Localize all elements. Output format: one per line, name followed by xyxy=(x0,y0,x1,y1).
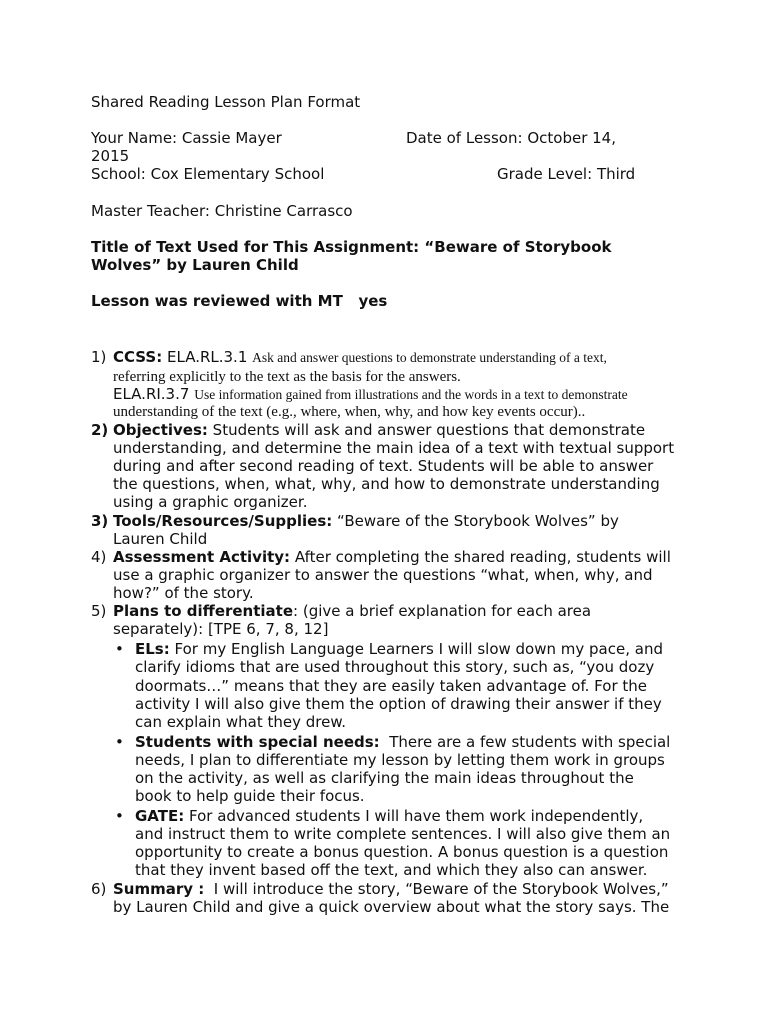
tools-text: “Beware of the Storybook Wolves” by xyxy=(337,512,619,530)
summary-text: by Lauren Child and give a quick overview about what the story says. The xyxy=(113,898,670,916)
special-needs-text: There are a few students with special xyxy=(379,733,671,751)
standard-text: referring explicitly to the text as the basis for the answers. xyxy=(113,369,461,385)
bullet-icon: • xyxy=(115,807,124,825)
item-number: 5) xyxy=(91,602,107,620)
objectives-line-1 xyxy=(113,421,645,439)
school-line xyxy=(91,165,324,183)
master-teacher-value: Christine Carrasco xyxy=(214,202,353,220)
els-text: doormats…” means that they are easily taken advantage of. For the xyxy=(135,677,648,695)
grade-value: Third xyxy=(596,165,636,183)
differentiate-heading: Plans to differentiate xyxy=(113,602,294,620)
date-label: Date of Lesson: xyxy=(406,129,523,147)
standard-text: understanding of the text (e.g., where, when, why, and how key events occur).. xyxy=(113,404,586,420)
els-line-1 xyxy=(135,640,663,658)
ccss-line-1 xyxy=(113,348,607,367)
name-value: Cassie Mayer xyxy=(181,129,282,147)
tools-heading: Tools/Resources/Supplies: xyxy=(113,512,333,530)
item-number: 1) xyxy=(91,348,107,366)
gate-text: opportunity to create a bonus question. A bonus question is a question xyxy=(135,843,669,861)
school-value: Cox Elementary School xyxy=(150,165,325,183)
els-heading: ELs: xyxy=(135,640,170,658)
school-label: School: xyxy=(91,165,146,183)
summary-line-1 xyxy=(113,880,669,898)
item-number: 2) xyxy=(91,421,109,439)
tools-line-1 xyxy=(113,512,619,530)
standard-text: Ask and answer questions to demonstrate understanding of a text, xyxy=(252,350,607,365)
name-label: Your Name: xyxy=(91,129,178,147)
els-text: clarify idioms that are used throughout this story, such as, “you dozy xyxy=(135,658,655,676)
objectives-heading: Objectives: xyxy=(113,421,208,439)
item-number: 4) xyxy=(91,548,107,566)
gate-heading: GATE: xyxy=(135,807,185,825)
gate-text: that they invent based off the text, and which they also can answer. xyxy=(135,861,648,879)
name-line xyxy=(91,129,282,147)
text-title-line-1: Title of Text Used for This Assignment: “Beware of Storybook xyxy=(91,238,612,256)
reviewed-value: yes xyxy=(358,292,388,310)
date-value-continued: 2015 xyxy=(91,147,130,165)
item-number: 6) xyxy=(91,880,107,898)
objectives-text: understanding, and determine the main idea of a text with textual support xyxy=(113,439,675,457)
special-needs-line-1 xyxy=(135,733,670,751)
text-title-line-2: Wolves” by Lauren Child xyxy=(91,256,299,274)
summary-heading: Summary : xyxy=(113,880,205,898)
differentiate-text: : (give a brief explanation for each area xyxy=(293,602,592,620)
standard-code: ELA.RL.3.1 xyxy=(167,348,248,366)
special-needs-text: on the activity, as well as clarifying the main ideas throughout the xyxy=(135,769,634,787)
standard-code: ELA.RI.3.7 xyxy=(113,385,190,403)
objectives-text: during and after second reading of text. Students will be able to answer xyxy=(113,457,654,475)
special-needs-text: needs, I plan to differentiate my lesson by letting them work in groups xyxy=(135,751,665,769)
ccss-heading: CCSS: xyxy=(113,348,163,366)
assessment-line-1 xyxy=(113,548,671,566)
objectives-text: Students will ask and answer questions that demonstrate xyxy=(212,421,646,439)
differentiate-text: separately): [TPE 6, 7, 8, 12] xyxy=(113,620,329,638)
differentiate-line-1 xyxy=(113,602,591,620)
els-text: activity I will also give them the option of drawing their answer if they xyxy=(135,695,662,713)
special-needs-text: book to help guide their focus. xyxy=(135,787,365,805)
assessment-text: After completing the shared reading, students will xyxy=(294,548,671,566)
standard-text: Use information gained from illustrations and the words in a text to demonstrate xyxy=(194,387,628,402)
objectives-text: using a graphic organizer. xyxy=(113,493,308,511)
bullet-icon: • xyxy=(115,733,124,751)
reviewed-label: Lesson was reviewed with MT xyxy=(91,292,343,310)
assessment-heading: Assessment Activity: xyxy=(113,548,291,566)
gate-text: and instruct them to write complete sentences. I will also give them an xyxy=(135,825,671,843)
ccss-line-3 xyxy=(113,385,628,404)
special-needs-heading: Students with special needs: xyxy=(135,733,380,751)
summary-text: I will introduce the story, “Beware of the Storybook Wolves,” xyxy=(204,880,669,898)
master-teacher-line xyxy=(91,202,353,220)
grade-label: Grade Level: xyxy=(497,165,593,183)
tools-text: Lauren Child xyxy=(113,530,208,548)
document-title: Shared Reading Lesson Plan Format xyxy=(91,93,361,111)
gate-line-1 xyxy=(135,807,643,825)
date-line xyxy=(406,129,616,147)
date-value: October 14, xyxy=(527,129,616,147)
objectives-text: the questions, when, what, why, and how to demonstrate understanding xyxy=(113,475,660,493)
grade-line xyxy=(497,165,635,183)
assessment-text: how?” of the story. xyxy=(113,584,254,602)
gate-text: For advanced students I will have them work independently, xyxy=(189,807,644,825)
reviewed-line xyxy=(91,292,387,310)
assessment-text: use a graphic organizer to answer the questions “what, when, why, and xyxy=(113,566,653,584)
item-number: 3) xyxy=(91,512,109,530)
els-text: For my English Language Learners I will slow down my pace, and xyxy=(174,640,663,658)
master-teacher-label: Master Teacher: xyxy=(91,202,210,220)
bullet-icon: • xyxy=(115,640,124,658)
els-text: can explain what they drew. xyxy=(135,713,347,731)
